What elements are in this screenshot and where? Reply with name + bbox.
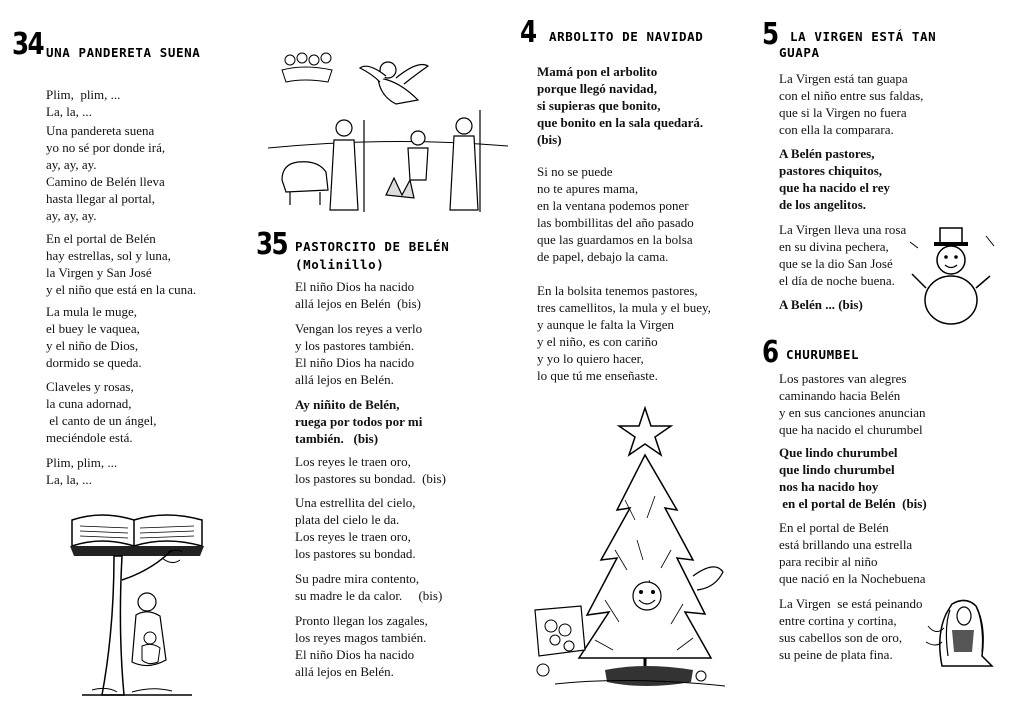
stanza: Su padre mira contento, su madre le da calor. (bis)	[295, 571, 443, 603]
chorus-stanza: Mamá pon el arbolito porque llegó navidad, si supieras que bonito, que bonito en la sala quedará. (bis)	[537, 64, 704, 147]
stanza: La mula le muge, el buey le vaquea, y el niño de Dios, dormido se queda.	[46, 304, 142, 370]
song-title-5-line2: GUAPA	[779, 45, 820, 60]
stanza: En el portal de Belén hay estrellas, sol y luna, la Virgen y San José y el niño que está en la cuna.	[46, 231, 197, 297]
shepherds-scene-illustration	[268, 40, 508, 220]
stanza: Los pastores van alegres caminando hacia Belén y en sus canciones anuncian que ha nacido el churumbel	[779, 371, 926, 437]
song-title-34: UNA PANDERETA SUENA	[46, 45, 201, 60]
stanza: Vengan los reyes a verlo y los pastores también. El niño Dios ha nacido allá lejos en Belén.	[295, 321, 423, 387]
song-number-35: 35	[256, 227, 287, 262]
stanza: Claveles y rosas, la cuna adornad, el canto de un ángel, meciéndole está.	[46, 379, 157, 445]
song-number-5: 5	[762, 17, 778, 52]
song-number-4: 4	[520, 15, 536, 50]
stanza: En la bolsita tenemos pastores, tres camellitos, la mula y el buey, y aunque le falta la Virgen y el niño, es con cariño y yo lo quiero hacer, lo que tú me enseñaste.	[537, 283, 711, 383]
song-subtitle-35: (Molinillo)	[295, 257, 385, 272]
snowman-illustration	[910, 222, 995, 332]
stanza: La Virgen está tan guapa con el niño entre sus faldas, que si la Virgen no fuera con ella la comparara.	[779, 71, 924, 137]
song-title-4: ARBOLITO DE NAVIDAD	[549, 29, 704, 44]
chorus-stanza: Que lindo churumbel que lindo churumbel nos ha nacido hoy en el portal de Belén (bis)	[779, 445, 927, 511]
song-title-5-line1: LA VIRGEN ESTÁ TAN	[790, 29, 937, 44]
chorus-stanza: A Belén ... (bis)	[779, 297, 863, 312]
song-title-35: PASTORCITO DE BELÉN	[295, 239, 450, 254]
stanza: El niño Dios ha nacido allá lejos en Belén (bis)	[295, 279, 421, 311]
stanza: Los reyes le traen oro, los pastores su bondad. (bis)	[295, 454, 446, 486]
stanza: Plim, plim, ... La, la, ...	[46, 455, 118, 487]
chorus-stanza: Ay niñito de Belén, ruega por todos por mi también. (bis)	[295, 397, 423, 446]
song-number-34: 34	[12, 27, 43, 62]
christmas-tree-illustration	[525, 400, 740, 695]
stanza: En el portal de Belén está brillando una estrella para recibir al niño que nació en la Nochebuena	[779, 520, 926, 586]
stanza: Una pandereta suena yo no sé por donde irá, ay, ay, ay. Camino de Belén lleva hasta llegar al portal, ay, ay, ay.	[46, 123, 166, 223]
stanza: Plim, plim, ... La, la, ...	[46, 87, 121, 119]
stanza: Si no se puede no te apures mama, en la ventana podemos poner las bombillitas del año pasado que las guardamos en la bolsa de papel, debajo la cama.	[537, 164, 694, 264]
stanza: Una estrellita del cielo, plata del cielo le da. Los reyes le traen oro, los pastores su bondad.	[295, 495, 416, 561]
bible-tree-illustration	[62, 490, 212, 700]
stanza: Pronto llegan los zagales, los reyes magos también. El niño Dios ha nacido allá lejos en Belén.	[295, 613, 428, 679]
song-number-6: 6	[762, 335, 778, 370]
stanza: La Virgen lleva una rosa en su divina pechera, que se la dio San José el día de noche buena.	[779, 222, 907, 288]
chorus-stanza: A Belén pastores, pastores chiquitos, que ha nacido el rey de los angelitos.	[779, 146, 890, 212]
stanza: La Virgen se está peinando entre cortina y cortina, sus cabellos son de oro, su peine de plata fina.	[779, 596, 923, 662]
virgin-mary-illustration	[922, 596, 1002, 668]
song-title-6: CHURUMBEL	[786, 347, 860, 362]
